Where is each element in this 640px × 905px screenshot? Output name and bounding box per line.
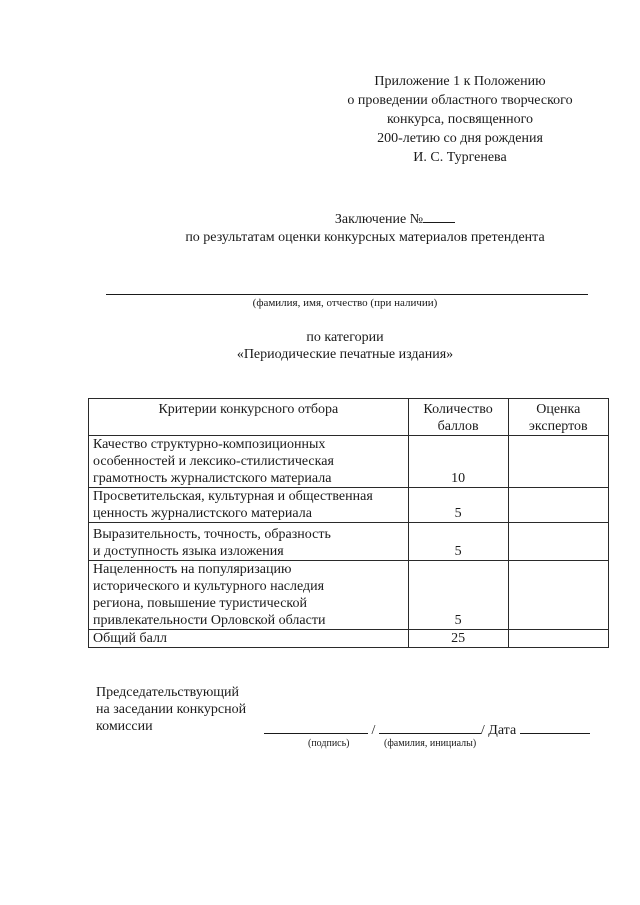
chair-label bbox=[96, 684, 246, 735]
conclusion-number-blank[interactable] bbox=[423, 210, 455, 223]
criterion-line: Просветительская, культурная и общественная bbox=[93, 489, 373, 504]
appendix-line: Приложение 1 к Положению bbox=[374, 74, 546, 89]
header-criteria bbox=[89, 399, 409, 436]
date-label: / Дата bbox=[480, 723, 517, 738]
header-expert bbox=[508, 399, 608, 436]
signature-blank[interactable] bbox=[264, 720, 368, 734]
points-cell: 5 bbox=[408, 561, 508, 630]
header-expert-line: Оценка bbox=[536, 402, 581, 417]
appendix-reference bbox=[300, 72, 620, 167]
criterion-line: Выразительность, точность, образность bbox=[93, 527, 331, 542]
criterion-cell bbox=[89, 523, 409, 561]
conclusion-subtitle: по результатам оценки конкурсных материалов претендента bbox=[185, 230, 545, 245]
applicant-name-line[interactable] bbox=[106, 294, 588, 295]
table-row bbox=[89, 436, 609, 488]
applicant-name-caption: (фамилия, имя, отчество (при наличии) bbox=[252, 297, 438, 309]
header-points bbox=[408, 399, 508, 436]
total-expert-cell[interactable] bbox=[508, 630, 608, 648]
criterion-line: и доступность языка изложения bbox=[93, 544, 284, 559]
table-header-row bbox=[89, 399, 609, 436]
header-points-line: Количество bbox=[423, 402, 493, 417]
criterion-line: Нацеленность на популяризацию bbox=[93, 562, 292, 577]
criterion-line: региона, повышение туристической bbox=[93, 596, 308, 611]
signature-line bbox=[264, 720, 590, 739]
points-cell: 10 bbox=[408, 436, 508, 488]
points-cell: 5 bbox=[408, 488, 508, 523]
table-row bbox=[89, 523, 609, 561]
chair-label-line: Председательствующий bbox=[96, 685, 240, 700]
name-initials-blank[interactable] bbox=[379, 720, 481, 734]
expert-score-cell[interactable] bbox=[508, 488, 608, 523]
table-row bbox=[89, 488, 609, 523]
table-total-row bbox=[89, 630, 609, 648]
criterion-line: особенностей и лексико-стилистическая bbox=[93, 454, 334, 469]
appendix-line: конкурса, посвященного bbox=[386, 112, 534, 127]
criterion-line: привлекательности Орловской области bbox=[93, 613, 326, 628]
appendix-line: 200-летию со дня рождения bbox=[377, 131, 543, 146]
total-points-cell: 25 bbox=[408, 630, 508, 648]
criterion-cell bbox=[89, 561, 409, 630]
expert-score-cell[interactable] bbox=[508, 436, 608, 488]
signature-slash: / bbox=[371, 723, 376, 738]
criterion-line: Качество структурно-композиционных bbox=[93, 437, 326, 452]
category-name: «Периодические печатные издания» bbox=[236, 347, 454, 362]
name-initials-caption: (фамилия, инициалы) bbox=[384, 738, 477, 749]
expert-score-cell[interactable] bbox=[508, 523, 608, 561]
points-cell: 5 bbox=[408, 523, 508, 561]
expert-score-cell[interactable] bbox=[508, 561, 608, 630]
chair-label-line: на заседании конкурсной bbox=[96, 702, 247, 717]
total-label-cell: Общий балл bbox=[89, 630, 409, 648]
header-expert-line: экспертов bbox=[528, 419, 588, 434]
category-prefix: по категории bbox=[306, 330, 384, 345]
criteria-table bbox=[88, 398, 609, 648]
criterion-line: исторического и культурного наследия bbox=[93, 579, 325, 594]
conclusion-title bbox=[75, 210, 640, 228]
appendix-line: И. С. Тургенева bbox=[413, 150, 507, 165]
appendix-line: о проведении областного творческого bbox=[347, 93, 573, 108]
criterion-line: ценность журналистского материала bbox=[93, 506, 312, 521]
criterion-line: грамотность журналистского материала bbox=[93, 471, 332, 486]
header-criteria-text: Критерии конкурсного отбора bbox=[158, 402, 339, 417]
conclusion-title-text: Заключение № bbox=[334, 212, 424, 227]
date-blank[interactable] bbox=[520, 720, 590, 734]
signature-caption: (подпись) bbox=[308, 738, 350, 749]
chair-label-line: комиссии bbox=[96, 719, 153, 734]
table-row bbox=[89, 561, 609, 630]
criterion-cell bbox=[89, 436, 409, 488]
criterion-cell bbox=[89, 488, 409, 523]
header-points-line: баллов bbox=[437, 419, 479, 434]
